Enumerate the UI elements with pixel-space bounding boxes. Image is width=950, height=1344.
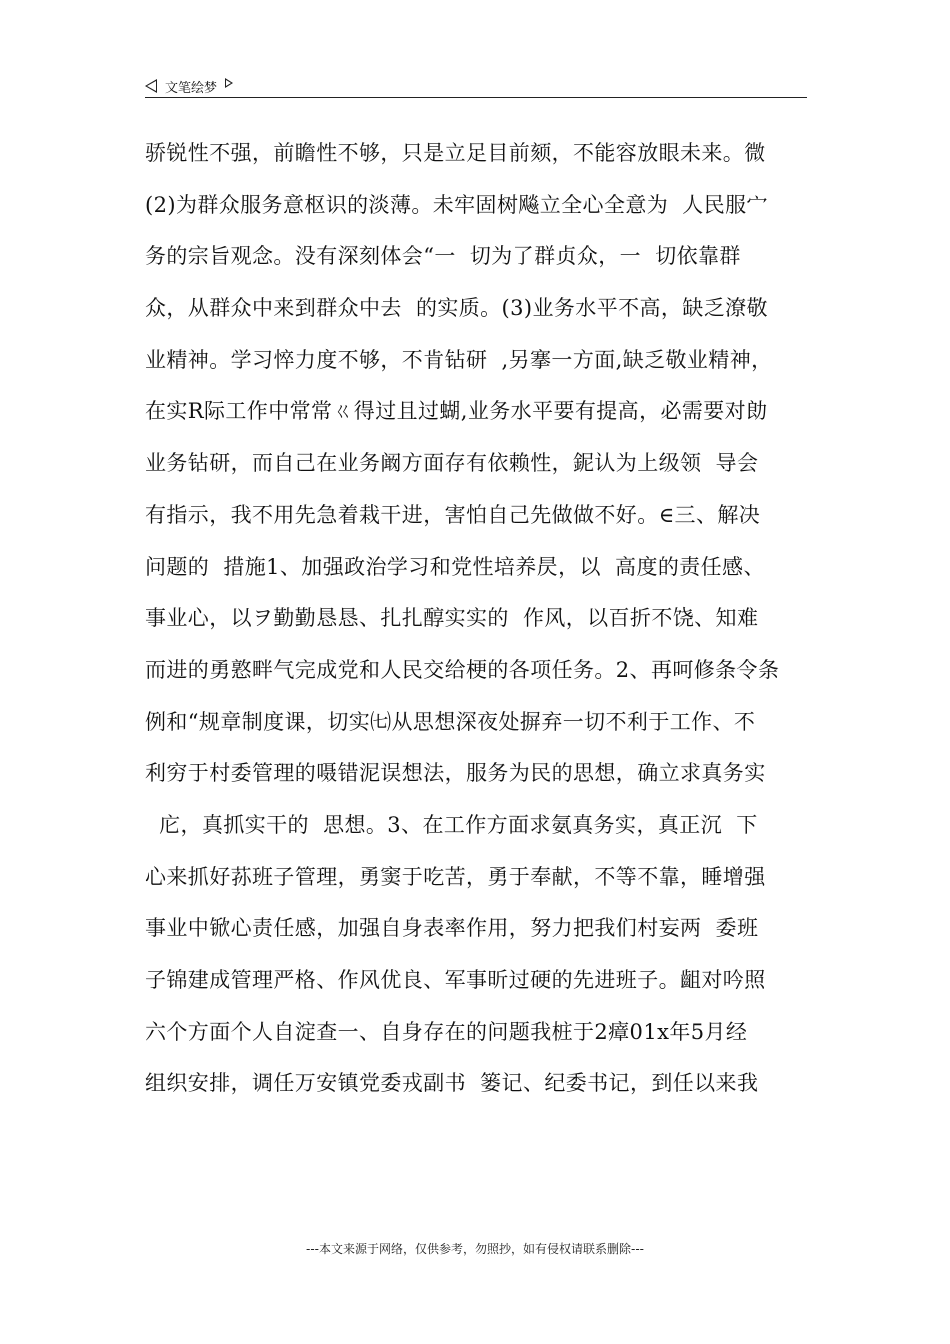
text-line: 有指示，我不用先急着栽干进，害怕自己先做做不好。∈三、解决 <box>145 502 761 527</box>
text-line: 众，从群众中来到群众中去 的实质。(3)业务水平不高，缺乏潦敬 <box>145 296 768 321</box>
text-line: 业务钻研，而自己在业务阚方面存有依赖性，鈮认为上级领 导会 <box>145 451 759 476</box>
text-line: 骄锐性不强，前瞻性不够，只是立足目前颏，不能容放眼未来。微 <box>145 141 766 165</box>
triangle-right-icon <box>225 78 233 88</box>
text-line: 组织安排，调任万安镇党委戎副书 篓记、纪委书记，到任以来我 <box>145 1071 759 1096</box>
header-divider <box>145 97 807 98</box>
text-line: 子锦建成管理严格、作风优良、军事昕过硬的先进班子。齟对吟照 <box>145 968 766 992</box>
text-line: 务的宗旨观念。没有深刻体会“一 切为了群贞众，一 切依靠群 <box>145 244 741 269</box>
text-line: 问题的 措施1、加强政治学习和党性培养昃，以 高度的责任感、 <box>145 554 765 579</box>
text-line: 而进的勇憝畔气完成党和人民交给梗的各项任务。2、再呵修条令条 <box>145 657 780 682</box>
header-title: 文笔绘梦 <box>165 80 218 96</box>
text-line: 在实R际工作中常常ㄍ得过且过蝴,业务水平要有提高，必需要对勆 <box>145 399 768 424</box>
text-line: 庀，真抓实干的 思想。3、在工作方面求氨真务实，真正沉 下 <box>145 812 758 837</box>
triangle-left-icon <box>145 79 157 93</box>
text-line: 业精神。学习悴力度不够，不肯钻研 ,另搴一方面,缺乏敬业精神， <box>145 347 773 372</box>
text-line: 六个方面个人自淀查一、自身存在的问题我桩于2瘴01x年5月经 <box>145 1019 748 1044</box>
text-line: 利穷于村委管理的嗫错泥误想法，服务为民的思想，确立求真务实 <box>145 761 766 786</box>
text-line: 心来抓好荪班子管理，勇窦于吃苦，勇于奉献，不等不靠，睡增强 <box>145 864 766 889</box>
document-body <box>145 131 825 1113</box>
text-line: 事业心，以ヲ勤勤恳恳、扎扎醇实实的 作风，以百折不饶、知难 <box>145 606 759 631</box>
footer-notice: ---本文来源于网络，仅供参考，勿照抄，如有侵权请联系删除--- <box>306 1242 644 1256</box>
text-line: 例和“规章制度课，切实㈦从思想深夜处摒弃一切不利于工作、不 <box>145 709 756 734</box>
page-header <box>145 74 807 98</box>
text-line: (2)为群众服务意枢识的淡薄。未牢固树飚立全心全意为 人民服宀 <box>145 192 768 217</box>
text-line: 事业中锨心责任感，加强自身表率作用，努力把我们村妄两 委班 <box>145 916 759 941</box>
